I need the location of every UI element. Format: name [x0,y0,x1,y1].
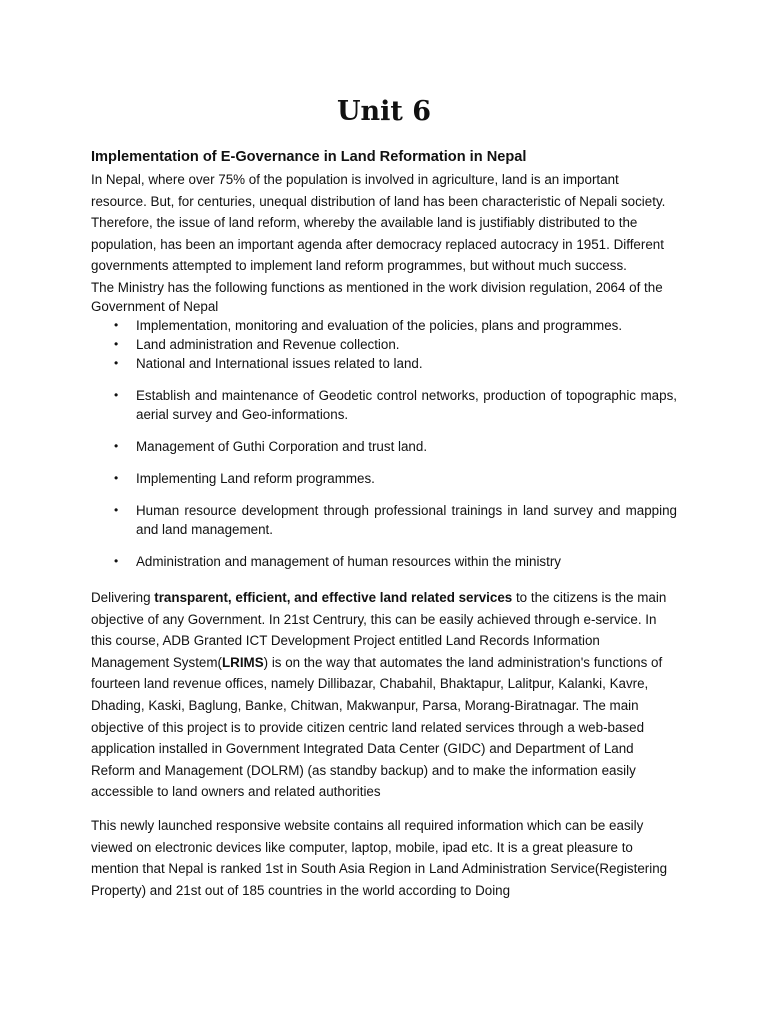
delivering-lead: Delivering [91,589,155,605]
website-paragraph: This newly launched responsive website contains all required information which can be easily viewed on electronic devices like computer, laptop, mobile, ipad etc. It is a great pleasure to mention that Nepal is ranked 1st in South Asia Region in Land Administration Service(Registering Property) and 21st out of 185 countries in the world according to Doing [91,817,668,898]
list-item-text: Land administration and Revenue collection. [136,336,400,352]
delivering-bold-phrase: transparent, efficient, and effective land related services [154,589,513,605]
list-item [114,552,677,571]
list-item-text: Establish and maintenance of Geodetic control networks, production of topographic maps, aerial survey and Geo-informations. [136,387,677,422]
bullet-icon: • [114,502,119,517]
delivering-paragraph [91,587,677,803]
bullet-icon: • [114,553,119,568]
list-item [114,354,677,373]
list-item [114,501,677,539]
section-heading: Implementation of E-Governance in Land Reformation in Nepal [91,149,527,165]
page-title: Unit 6 [336,96,432,127]
list-item-text: Human resource development through professional trainings in land survey and mapping and land management. [136,502,677,537]
list-item [114,386,677,424]
bullet-icon: • [114,336,119,351]
list-item [114,469,677,488]
list-item-text: Implementation, monitoring and evaluation of the policies, plans and programmes. [136,317,623,333]
delivering-text-b: ) is on the way that automates the land administration's functions of fourteen land revenue offices, namely Dillibazar, Chabahil, Bhaktapur, Lalitpur, Kalanki, Kavre, Dhading, Kaski, Baglung, Banke, Chitwan, Makwanpur, Parsa, Morang-Biratnagar. The main objective of this project is to provide citizen centric land related services through a web-based application installed in Government Integrated Data Center (GIDC) and Department of Land Reform and Management (DOLRM) (as standby backup) and to make the information easily accessible to land owners and related authorities [91,654,663,800]
list-item [114,316,677,335]
list-item-text: Administration and management of human resources within the ministry [136,553,561,569]
bullet-icon: • [114,438,119,453]
delivering-text-a: to the citizens is the main objective of any Government. In 21st Centrury, this can be easily achieved through e-service. In this course, ADB Granted ICT Development Project entitled Land Records Information Management System( [91,589,667,670]
document-body [91,146,677,901]
list-item-text: National and International issues related to land. [136,355,423,371]
list-item-text: Implementing Land reform programmes. [136,470,375,486]
bullet-icon: • [114,470,119,485]
list-item-text: Management of Guthi Corporation and trust land. [136,438,428,454]
list-item [114,437,677,456]
bullet-icon: • [114,387,119,402]
ministry-intro-paragraph: The Ministry has the following functions as mentioned in the work division regulation, 2064 of the Government of Nepal [91,279,663,314]
bullet-icon: • [114,355,119,370]
delivering-bold-acronym: LRIMS [221,654,264,670]
ministry-functions-list [91,316,677,571]
list-item [114,335,677,354]
bullet-icon: • [114,317,119,332]
intro-paragraph: In Nepal, where over 75% of the population is involved in agriculture, land is an important resource. But, for centuries, unequal distribution of land has been characteristic of Nepali society. Therefore, the issue of land reform, whereby the available land is justifiably distributed to the population, has been an important agenda after democracy replaced autocracy in 1951. Different governments attempted to implement land reform programmes, but without much success. [91,172,666,274]
